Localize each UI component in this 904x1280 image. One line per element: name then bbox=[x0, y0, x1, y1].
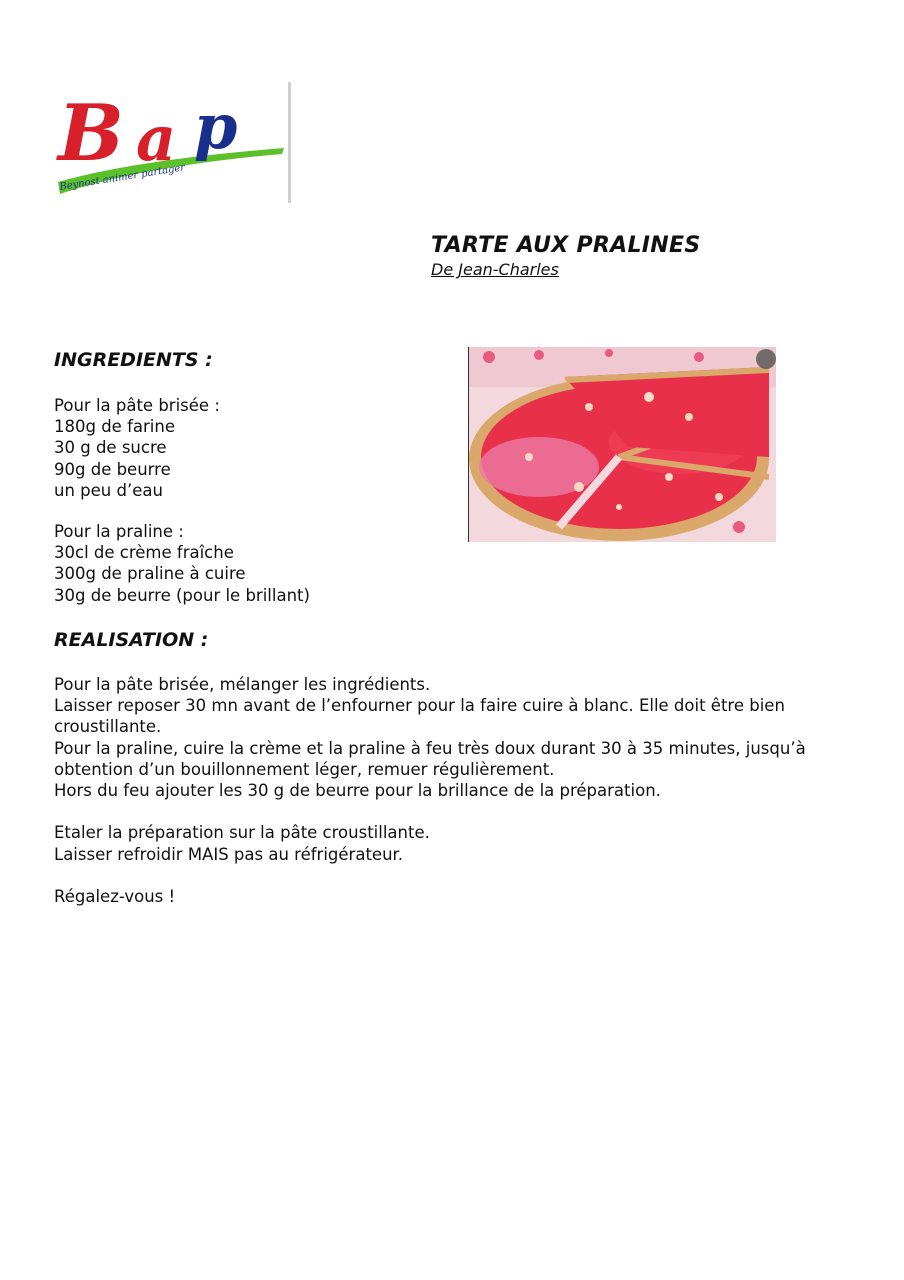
realisation-heading: REALISATION : bbox=[54, 629, 209, 651]
logo-text: B bbox=[58, 88, 124, 179]
step-line: Etaler la préparation sur la pâte croustillante. bbox=[54, 823, 430, 843]
spacer bbox=[54, 801, 834, 822]
step-line: Pour la praline, cuire la crème et la praline à feu très doux durant 30 à 35 minutes, jusqu’à obtention d’un bouillonnement léger, remuer régulièrement. bbox=[54, 738, 806, 779]
ingredient-line: 30g de beurre (pour le brillant) bbox=[54, 585, 310, 605]
recipe-title: TARTE AUX PRALINES bbox=[431, 233, 701, 258]
ingredient-line: 90g de beurre bbox=[54, 459, 171, 479]
svg-text:a: a bbox=[136, 102, 177, 175]
title-block bbox=[431, 232, 700, 280]
closing-line: Régalez-vous ! bbox=[54, 887, 176, 906]
step-line: Laisser refroidir MAIS pas au réfrigérateur. bbox=[54, 844, 404, 864]
step-line: Laisser reposer 30 mn avant de l’enfourner pour la faire cuire à blanc. Elle doit être bien croustillante. bbox=[54, 696, 785, 737]
ingredient-line: 180g de farine bbox=[54, 417, 175, 437]
ingredient-line: Pour la pâte brisée : bbox=[54, 396, 220, 415]
ingredient-line: 300g de praline à cuire bbox=[54, 564, 246, 584]
ingredient-line: Pour la praline : bbox=[54, 522, 184, 541]
svg-text:p: p bbox=[194, 90, 238, 163]
ingredient-line: 30 g de sucre bbox=[54, 438, 167, 458]
step-line: Pour la pâte brisée, mélanger les ingrédients. bbox=[54, 675, 431, 694]
lens-icon bbox=[756, 349, 776, 369]
realisation-steps bbox=[54, 674, 834, 907]
logo-tagline: Beynost animer partager bbox=[58, 162, 186, 193]
tart-photo bbox=[468, 347, 776, 542]
ingredients-heading: INGREDIENTS : bbox=[54, 349, 213, 371]
spacer bbox=[54, 865, 834, 886]
praline-ingredients bbox=[54, 521, 310, 606]
ingredient-line: 30cl de crème fraîche bbox=[54, 543, 234, 563]
recipe-author: De Jean-Charles bbox=[431, 260, 559, 279]
ingredient-line: un peu d’eau bbox=[54, 480, 163, 500]
bap-logo bbox=[54, 82, 292, 203]
pate-ingredients bbox=[54, 395, 220, 501]
step-line: Hors du feu ajouter les 30 g de beurre pour la brillance de la préparation. bbox=[54, 781, 661, 801]
